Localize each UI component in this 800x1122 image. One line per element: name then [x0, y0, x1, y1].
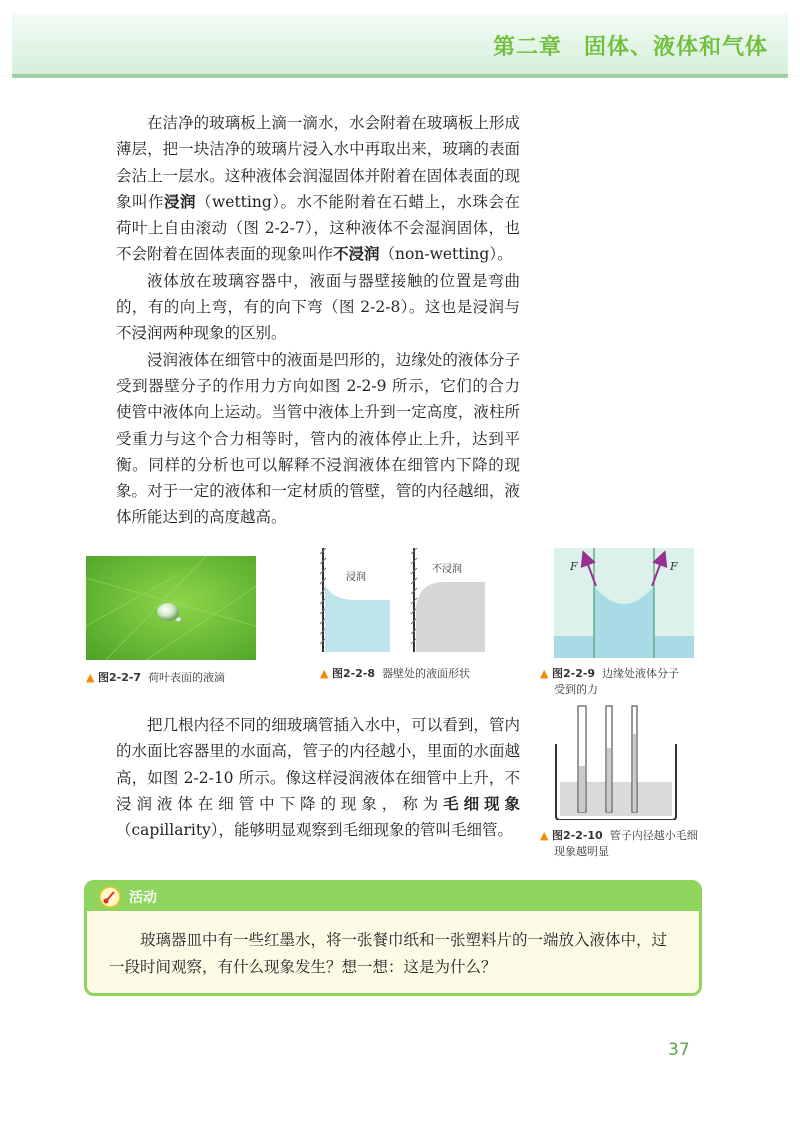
paragraph-wetting: [116, 110, 520, 268]
figure-caption: [86, 670, 256, 686]
triangle-icon: ▲: [320, 667, 329, 680]
paragraph-meniscus: 液体放在玻璃容器中，液面与器壁接触的位置是弯曲的，有的向上弯，有的向下弯（图 2-2-8）。这也是浸润与不浸润两种现象的区别。: [116, 271, 520, 343]
figure-caption-text: 荷叶表面的液滴: [148, 671, 226, 684]
page-number: 37: [668, 1040, 690, 1060]
activity-text: 玻璃器皿中有一些红墨水，将一张餐巾纸和一张塑料片的一端放入液体中，过一段时间观察，有什么现象发生？想一想：这是为什么？: [109, 931, 668, 976]
activity-box: [84, 880, 702, 996]
force-label-left: F: [570, 560, 578, 573]
paragraph-text: 把几根内径不同的细玻璃管插入水中，可以看到，管内的水面比容器里的水面高，管子的内径越小，里面的水面越高，如图 2-2-10 所示。像这样浸润液体在细管中上升，不浸润液体在细管中下降的现象，称为: [116, 716, 520, 813]
activity-icon: [97, 885, 123, 909]
lotus-leaf-image: [86, 556, 256, 660]
activity-header: [87, 883, 699, 911]
figure-caption-text: 边缘处液体分子: [602, 667, 680, 680]
main-text-top: [116, 110, 520, 531]
label-wetting: 浸润: [346, 572, 366, 583]
figure-number: 图2-2-7: [97, 671, 142, 684]
force-label-right: F: [670, 560, 678, 573]
paragraph-text: （non-wetting）。: [379, 245, 513, 264]
main-text-bottom: [116, 712, 520, 843]
figure-number: 图2-2-9: [551, 667, 596, 680]
paragraph-capillary-force: 浸润液体在细管中的液面是凹形的，边缘处的液体分子受到器壁分子的作用力方向如图 2-2-9 所示，它们的合力使管中液体向上运动。当管中液体上升到一定高度，液柱所受重力与这个合力相等时，管内的液体停止上升，达到平衡。同样的分析也可以解释不浸润液体在细管内下降的现象。对于一定的液体和一定材质的管壁，管的内径越细，液体所能达到的高度越高。: [116, 350, 520, 527]
water-droplet: [157, 603, 179, 621]
triangle-icon: ▲: [540, 829, 549, 842]
paragraph-capillarity: [116, 712, 520, 843]
term-non-wetting: 不浸润: [333, 244, 380, 264]
meniscus-diagram: [320, 548, 500, 660]
paragraph-text: （wetting）。水不能附着在石蜡上，水珠会在荷叶上自由滚动（图 2-2-7），这种液体不会湿润固体，也不会附着在固体表面的现象叫作: [116, 192, 520, 264]
capillary-force-diagram: [554, 548, 694, 658]
figure-number: 图2-2-8: [331, 667, 376, 680]
figure-caption-text: 管子内径越小毛细: [609, 829, 698, 842]
activity-title: 活动: [129, 890, 157, 906]
figure-number: 图2-2-10: [551, 829, 603, 842]
paragraph-text: （capillarity），能够明显观察到毛细现象的管叫毛细管。: [116, 821, 514, 840]
capillary-tubes-diagram: [554, 704, 684, 820]
figure-caption: [320, 666, 510, 682]
figure-meniscus: [320, 548, 510, 682]
label-non-wetting: 不浸润: [432, 564, 462, 575]
figure-caption: [540, 828, 720, 844]
figure-capillary-force: [540, 548, 720, 698]
figure-caption: [540, 666, 720, 682]
figure-caption-line2: 现象越明显: [554, 845, 609, 858]
triangle-icon: ▲: [540, 667, 549, 680]
chapter-title: [493, 30, 768, 61]
term-capillarity: 毛细现象: [443, 793, 520, 813]
chapter-number: 第二章: [492, 35, 562, 60]
triangle-icon: ▲: [86, 671, 95, 684]
figure-capillary-tubes: [540, 704, 720, 860]
chapter-name: 固体、液体和气体: [583, 35, 768, 60]
figure-lotus-leaf: [86, 556, 256, 686]
figure-caption-text: 器壁处的液面形状: [382, 667, 471, 680]
paragraph-text: 在洁净的玻璃板上滴一滴水，水会附着在玻璃板上形成薄层，把一块洁净的玻璃片浸入水中再取出来，玻璃的表面会沾上一层水。这种液体会润湿固体并附着在固体表面的现象叫作: [116, 114, 520, 211]
term-wetting: 浸润: [164, 191, 196, 211]
figure-caption-line2: 受到的力: [554, 683, 598, 696]
